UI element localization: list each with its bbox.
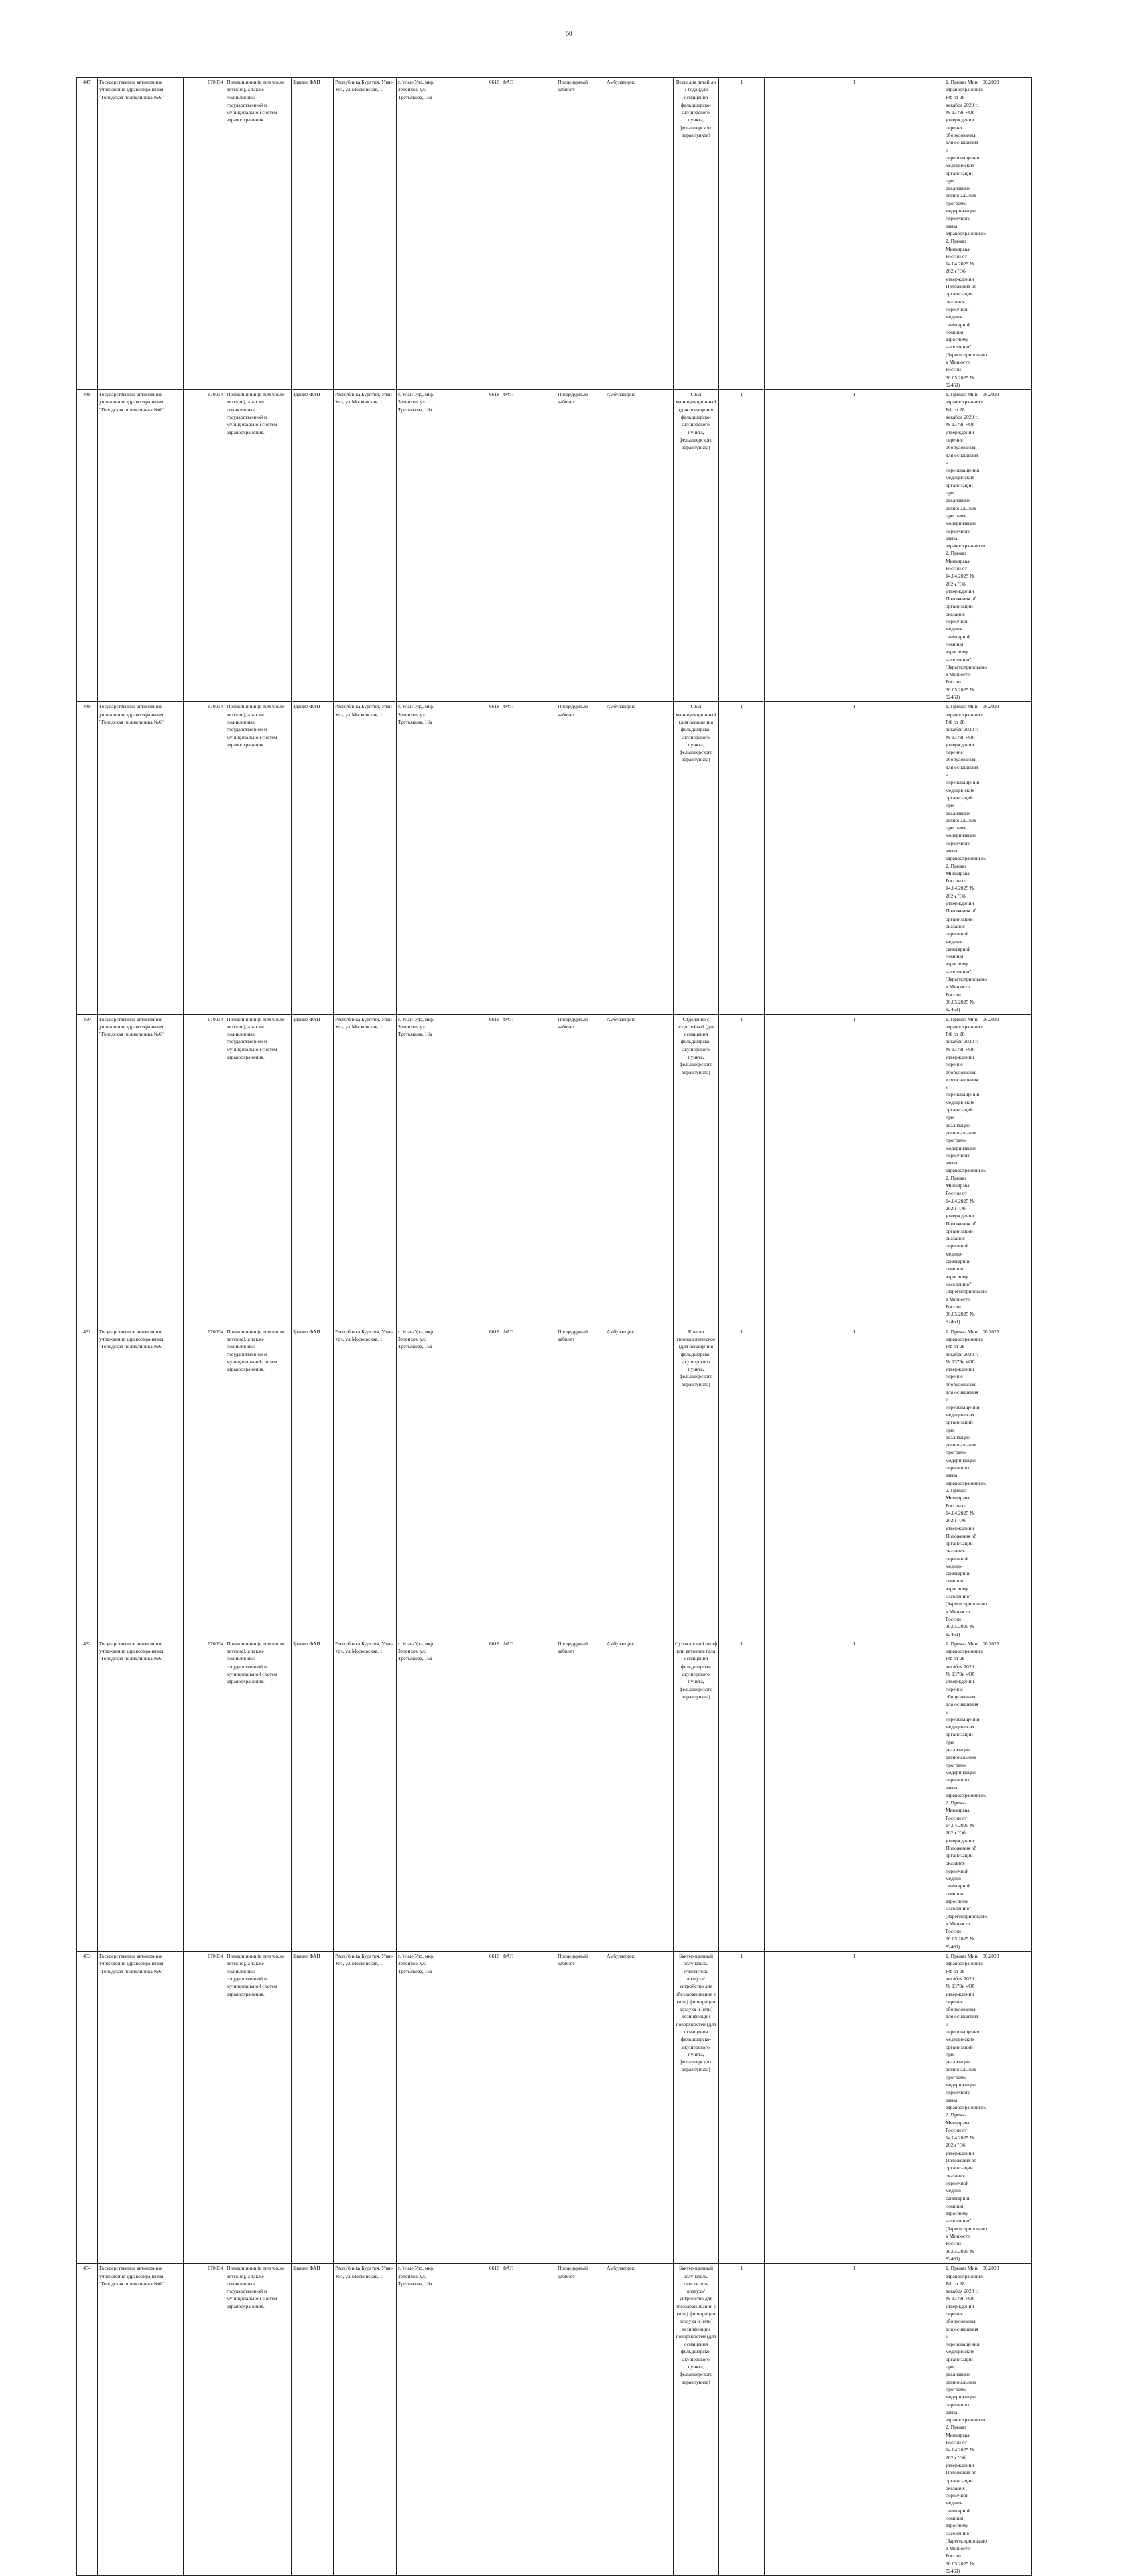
region-address: Республика Бурятия, Улан-Удэ, ул.Московская, 1 [334, 1327, 397, 1639]
row-number: 447 [77, 78, 98, 390]
org-name: Государственное автономное учреждение здравоохранения "Городская поликлиника №6" [98, 2264, 184, 2576]
unit: ФАП [501, 78, 556, 390]
org-name: Государственное автономное учреждение здравоохранения "Городская поликлиника №6" [98, 1952, 184, 2264]
legal-basis: 1. Приказ Мин здравоохранения РФ от 28 декабря 2020 г. № 1379н «Об утверждении перечня оборудования для оснащения и переоснащения медицинских организаций при реализации региональных программ модернизации первичного звена здравоохранения». 2. Приказ Минздрава России от 14.04.2025 № 202н "Об утверждении Положения об организации оказания первичной медико-санитарной помощи взрослому населению" (Зарегистрировано в Минюсте России 30.05.2025 № 82461) [944, 1639, 981, 1951]
facility-type: Поликлиники (в том числе детские), а также поликлиники государственной и муниципальной систем здравоохранения. [225, 1327, 292, 1639]
building: Здание ФАП [292, 1952, 334, 2264]
equipment-name: Стол манипуляционный (для оснащения фельдшерско-акушерского пункта, фельдшерского здравпункта) [674, 390, 719, 702]
site-id: 6618 [448, 1014, 501, 1327]
region-address: Республика Бурятия, Улан-Удэ, ул.Московская, 1 [334, 1639, 397, 1951]
facility-type: Поликлиники (в том числе детские), а также поликлиники государственной и муниципальной систем здравоохранения. [225, 390, 292, 702]
building: Здание ФАП [292, 702, 334, 1014]
site-address: г. Улан-Удэ, мкр. Зеленхоз, ул. Третьякова, 16а [397, 1327, 448, 1639]
org-name: Государственное автономное учреждение здравоохранения "Городская поликлиника №6" [98, 1327, 184, 1639]
building: Здание ФАП [292, 1639, 334, 1951]
row-number: 451 [77, 1327, 98, 1639]
building: Здание ФАП [292, 2264, 334, 2576]
region-address: Республика Бурятия, Улан-Удэ, ул.Московская, 1 [334, 78, 397, 390]
care-mode: Амбулаторно [605, 2264, 674, 2576]
org-code: 670034 [184, 702, 225, 1014]
care-mode: Амбулаторно [605, 390, 674, 702]
care-mode: Амбулаторно [605, 1014, 674, 1327]
org-code: 670034 [184, 390, 225, 702]
unit: ФАП [501, 2264, 556, 2576]
equipment-name: Бактерицидный облучатель/очиститель воздуха/устройство для обеззараживания и (или) фильтрации воздуха и (или) дезинфекции поверхностей (для оснащения фельдшерско-акушерского пункта, фельдшерского здравпункта) [674, 2264, 719, 2576]
facility-type: Поликлиники (в том числе детские), а также поликлиники государственной и муниципальной систем здравоохранения. [225, 78, 292, 390]
room: Процедурный кабинет [556, 702, 605, 1014]
unit: ФАП [501, 1327, 556, 1639]
building: Здание ФАП [292, 78, 334, 390]
legal-basis: 1. Приказ Мин здравоохранения РФ от 28 декабря 2020 г. № 1379н «Об утверждении перечня оборудования для оснащения и переоснащения медицинских организаций при реализации региональных программ модернизации первичного звена здравоохранения». 2. Приказ Минздрава России от 14.04.2025 № 202н "Об утверждении Положения об организации оказания первичной медико-санитарной помощи взрослому населению" (Зарегистрировано в Минюсте России 30.05.2025 № 82461) [944, 78, 981, 390]
legal-basis: 1. Приказ Мин здравоохранения РФ от 28 декабря 2020 г. № 1379н «Об утверждении перечня оборудования для оснащения и переоснащения медицинских организаций при реализации региональных программ модернизации первичного звена здравоохранения». 2. Приказ Минздрава России от 14.04.2025 № 202н "Об утверждении Положения об организации оказания первичной медико-санитарной помощи взрослому населению" (Зарегистрировано в Минюсте России 30.05.2025 № 82461) [944, 2264, 981, 2576]
org-code: 670034 [184, 78, 225, 390]
room: Процедурный кабинет [556, 2264, 605, 2576]
unit: ФАП [501, 390, 556, 702]
room: Процедурный кабинет [556, 1327, 605, 1639]
building: Здание ФАП [292, 390, 334, 702]
quantity-available: 1 [765, 78, 944, 390]
org-name: Государственное автономное учреждение здравоохранения "Городская поликлиника №6" [98, 78, 184, 390]
legal-basis: 1. Приказ Мин здравоохранения РФ от 28 декабря 2020 г. № 1379н «Об утверждении перечня оборудования для оснащения и переоснащения медицинских организаций при реализации региональных программ модернизации первичного звена здравоохранения». 2. Приказ Минздрава России от 14.04.2025 № 202н "Об утверждении Положения об организации оказания первичной медико-санитарной помощи взрослому населению" (Зарегистрировано в Минюсте России 30.05.2025 № 82461) [944, 702, 981, 1014]
legal-basis: 1. Приказ Мин здравоохранения РФ от 28 декабря 2020 г. № 1379н «Об утверждении перечня оборудования для оснащения и переоснащения медицинских организаций при реализации региональных программ модернизации первичного звена здравоохранения». 2. Приказ Минздрава России от 14.04.2025 № 202н "Об утверждении Положения об организации оказания первичной медико-санитарной помощи взрослому населению" (Зарегистрировано в Минюсте России 30.05.2025 № 82461) [944, 1952, 981, 2264]
site-address: г. Улан-Удэ, мкр. Зеленхоз, ул. Третьякова, 16а [397, 2264, 448, 2576]
unit: ФАП [501, 1014, 556, 1327]
legal-basis: 1. Приказ Мин здравоохранения РФ от 28 декабря 2020 г. № 1379н «Об утверждении перечня оборудования для оснащения и переоснащения медицинских организаций при реализации региональных программ модернизации первичного звена здравоохранения». 2. Приказ Минздрава России от 14.04.2025 № 202н "Об утверждении Положения об организации оказания первичной медико-санитарной помощи взрослому населению" (Зарегистрировано в Минюсте России 30.05.2025 № 82461) [944, 1014, 981, 1327]
date: 06.2023 [981, 1639, 1032, 1951]
row-number: 449 [77, 702, 98, 1014]
date: 06.2023 [981, 1014, 1032, 1327]
table-row [77, 1327, 1032, 1639]
quantity-required: 1 [719, 2264, 765, 2576]
org-code: 670034 [184, 2264, 225, 2576]
quantity-required: 1 [719, 390, 765, 702]
facility-type: Поликлиники (в том числе детские), а также поликлиники государственной и муниципальной систем здравоохранения. [225, 1639, 292, 1951]
quantity-required: 1 [719, 1639, 765, 1951]
equipment-name: Весы для детей до 1 года (для оснащения фельдшерско-акушерского пункта, фельдшерского здравпункта) [674, 78, 719, 390]
row-number: 450 [77, 1014, 98, 1327]
site-id: 6618 [448, 78, 501, 390]
quantity-required: 1 [719, 78, 765, 390]
equipment-name: Кресло гинекологическое (для оснащения фельдшерско-акушерского пункта, фельдшерского здравпункта) [674, 1327, 719, 1639]
table-row [77, 390, 1032, 702]
org-name: Государственное автономное учреждение здравоохранения "Городская поликлиника №6" [98, 390, 184, 702]
quantity-available: 1 [765, 1952, 944, 2264]
care-mode: Амбулаторно [605, 702, 674, 1014]
unit: ФАП [501, 702, 556, 1014]
site-address: г. Улан-Удэ, мкр. Зеленхоз, ул. Третьякова, 16а [397, 1014, 448, 1327]
region-address: Республика Бурятия, Улан-Удэ, ул.Московская, 1 [334, 2264, 397, 2576]
unit: ФАП [501, 1952, 556, 2264]
date: 06.2023 [981, 1952, 1032, 2264]
unit: ФАП [501, 1639, 556, 1951]
region-address: Республика Бурятия, Улан-Удэ, ул.Московская, 1 [334, 702, 397, 1014]
date: 06.2023 [981, 78, 1032, 390]
table-row [77, 1014, 1032, 1327]
site-address: г. Улан-Удэ, мкр. Зеленхоз, ул. Третьякова, 16а [397, 1639, 448, 1951]
row-number: 448 [77, 390, 98, 702]
date: 06.2023 [981, 2264, 1032, 2576]
org-code: 670034 [184, 1327, 225, 1639]
region-address: Республика Бурятия, Улан-Удэ, ул.Московская, 1 [334, 1014, 397, 1327]
room: Процедурный кабинет [556, 390, 605, 702]
site-address: г. Улан-Удэ, мкр. Зеленхоз, ул. Третьякова, 16а [397, 390, 448, 702]
room: Процедурный кабинет [556, 1014, 605, 1327]
org-code: 670034 [184, 1639, 225, 1951]
equipment-name: Отделение с водогрейкой (для оснащения фельдшерско-акушерского пункта, фельдшерского здравпункта) [674, 1014, 719, 1327]
quantity-available: 1 [765, 1327, 944, 1639]
date: 06.2023 [981, 390, 1032, 702]
page-number: 50 [566, 30, 572, 37]
site-id: 6618 [448, 1327, 501, 1639]
site-id: 6618 [448, 1639, 501, 1951]
facility-type: Поликлиники (в том числе детские), а также поликлиники государственной и муниципальной систем здравоохранения. [225, 1952, 292, 2264]
site-id: 6618 [448, 390, 501, 702]
quantity-available: 1 [765, 390, 944, 702]
date: 06.2023 [981, 702, 1032, 1014]
quantity-required: 1 [719, 702, 765, 1014]
room: Процедурный кабинет [556, 1952, 605, 2264]
site-id: 6618 [448, 702, 501, 1014]
table-row [77, 78, 1032, 390]
building: Здание ФАП [292, 1014, 334, 1327]
equipment-table [76, 77, 1032, 2576]
legal-basis: 1. Приказ Мин здравоохранения РФ от 28 декабря 2020 г. № 1379н «Об утверждении перечня оборудования для оснащения и переоснащения медицинских организаций при реализации региональных программ модернизации первичного звена здравоохранения». 2. Приказ Минздрава России от 14.04.2025 № 202н "Об утверждении Положения об организации оказания первичной медико-санитарной помощи взрослому населению" (Зарегистрировано в Минюсте России 30.05.2025 № 82461) [944, 1327, 981, 1639]
row-number: 454 [77, 2264, 98, 2576]
care-mode: Амбулаторно [605, 78, 674, 390]
quantity-available: 1 [765, 1014, 944, 1327]
region-address: Республика Бурятия, Улан-Удэ, ул.Московская, 1 [334, 390, 397, 702]
region-address: Республика Бурятия, Улан-Удэ, ул.Московская, 1 [334, 1952, 397, 2264]
quantity-required: 1 [719, 1014, 765, 1327]
org-name: Государственное автономное учреждение здравоохранения "Городская поликлиника №6" [98, 702, 184, 1014]
org-name: Государственное автономное учреждение здравоохранения "Городская поликлиника №6" [98, 1014, 184, 1327]
row-number: 453 [77, 1952, 98, 2264]
site-id: 6618 [448, 2264, 501, 2576]
table-row [77, 702, 1032, 1014]
quantity-available: 1 [765, 2264, 944, 2576]
row-number: 452 [77, 1639, 98, 1951]
care-mode: Амбулаторно [605, 1327, 674, 1639]
equipment-name: Стол манипуляционный (для оснащения фельдшерско-акушерского пункта, фельдшерского здравпункта) [674, 702, 719, 1014]
legal-basis: 1. Приказ Мин здравоохранения РФ от 28 декабря 2020 г. № 1379н «Об утверждении перечня оборудования для оснащения и переоснащения медицинских организаций при реализации региональных программ модернизации первичного звена здравоохранения». 2. Приказ Минздрава России от 14.04.2025 № 202н "Об утверждении Положения об организации оказания первичной медико-санитарной помощи взрослому населению" (Зарегистрировано в Минюсте России 30.05.2025 № 82461) [944, 390, 981, 702]
building: Здание ФАП [292, 1327, 334, 1639]
date: 06.2023 [981, 1327, 1032, 1639]
org-code: 670034 [184, 1952, 225, 2264]
quantity-required: 1 [719, 1327, 765, 1639]
table-row [77, 1639, 1032, 1951]
care-mode: Амбулаторно [605, 1639, 674, 1951]
quantity-available: 1 [765, 1639, 944, 1951]
site-address: г. Улан-Удэ, мкр. Зеленхоз, ул. Третьякова, 16а [397, 702, 448, 1014]
facility-type: Поликлиники (в том числе детские), а также поликлиники государственной и муниципальной систем здравоохранения. [225, 702, 292, 1014]
site-id: 6618 [448, 1952, 501, 2264]
room: Процедурный кабинет [556, 1639, 605, 1951]
table-row [77, 1952, 1032, 2264]
facility-type: Поликлиники (в том числе детские), а также поликлиники государственной и муниципальной систем здравоохранения. [225, 1014, 292, 1327]
org-code: 670034 [184, 1014, 225, 1327]
equipment-name: Сухожаровой шкаф или автоклав (для оснащения фельдшерско-акушерского пункта, фельдшерского здравпункта) [674, 1639, 719, 1951]
site-address: г. Улан-Удэ, мкр. Зеленхоз, ул. Третьякова, 16а [397, 78, 448, 390]
site-address: г. Улан-Удэ, мкр. Зеленхоз, ул. Третьякова, 16а [397, 1952, 448, 2264]
care-mode: Амбулаторно [605, 1952, 674, 2264]
room: Процедурный кабинет [556, 78, 605, 390]
quantity-available: 1 [765, 702, 944, 1014]
quantity-required: 1 [719, 1952, 765, 2264]
facility-type: Поликлиники (в том числе детские), а также поликлиники государственной и муниципальной систем здравоохранения. [225, 2264, 292, 2576]
equipment-name: Бактерицидный облучатель/очиститель воздуха/устройство для обеззараживания и (или) фильтрации воздуха и (или) дезинфекции поверхностей (для оснащения фельдшерско-акушерского пункта, фельдшерского здравпункта) [674, 1952, 719, 2264]
org-name: Государственное автономное учреждение здравоохранения "Городская поликлиника №6" [98, 1639, 184, 1951]
table-row [77, 2264, 1032, 2576]
